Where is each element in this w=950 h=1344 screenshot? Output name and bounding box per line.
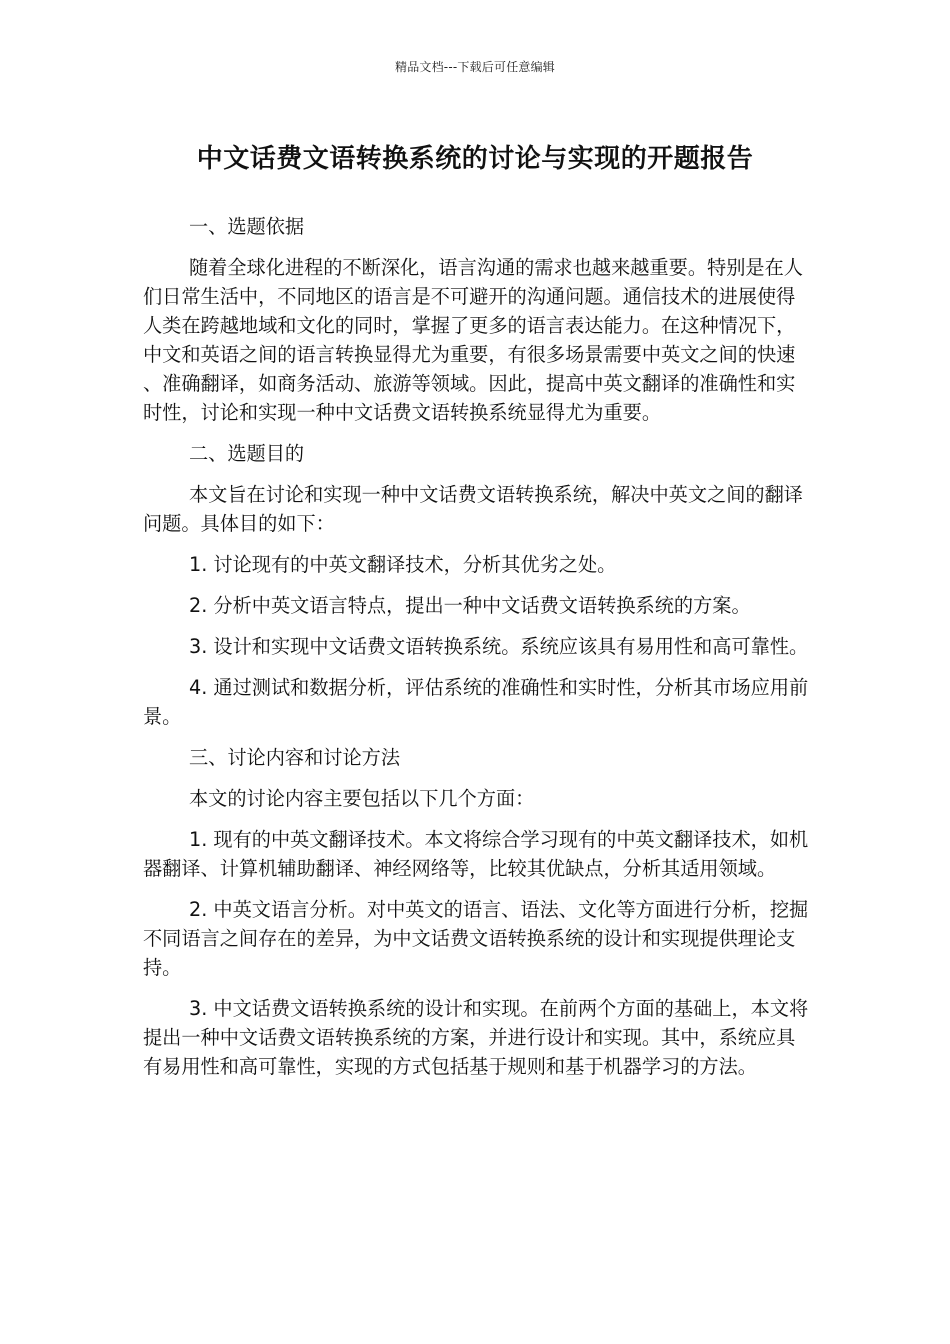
content-item-2: 2. 中英文语言分析。对中英文的语言、语法、文化等方面进行分析，挖掘不同语言之间存在的差异，为中文话费文语转换系统的设计和实现提供理论支持。: [143, 898, 809, 979]
purpose-item-2: 2. 分析中英文语言特点，提出一种中文话费文语转换系统的方案。: [189, 594, 751, 617]
purpose-item-4: 4. 通过测试和数据分析，评估系统的准确性和实时性，分析其市场应用前景。: [143, 676, 809, 728]
section-heading-basis: 一、选题依据: [189, 215, 305, 238]
basis-paragraph: 随着全球化进程的不断深化，语言沟通的需求也越来越重要。特别是在人们日常生活中，不同地区的语言是不可避开的沟通问题。通信技术的进展使得人类在跨越地域和文化的同时，掌握了更多的语言表达能力。在这种情况下，中文和英语之间的语言转换显得尤为重要，有很多场景需要中英文之间的快速、准确翻译，如商务活动、旅游等领域。因此，提高中英文翻译的准确性和实时性，讨论和实现一种中文话费文语转换系统显得尤为重要。: [143, 256, 803, 424]
section-heading-purpose: 二、选题目的: [189, 442, 305, 465]
section-heading-content-method: 三、讨论内容和讨论方法: [189, 746, 401, 769]
purpose-intro: 本文旨在讨论和实现一种中文话费文语转换系统，解决中英文之间的翻译问题。具体目的如下：: [143, 483, 803, 535]
purpose-item-3: 3. 设计和实现中文话费文语转换系统。系统应该具有易用性和高可靠性。: [189, 635, 809, 658]
purpose-item-1: 1. 讨论现有的中英文翻译技术，分析其优劣之处。: [189, 553, 617, 576]
header-note: 精品文档---下载后可任意编辑: [395, 60, 555, 74]
content-item-1: 1. 现有的中英文翻译技术。本文将综合学习现有的中英文翻译技术，如机器翻译、计算机辅助翻译、神经网络等，比较其优缺点，分析其适用领域。: [143, 828, 809, 880]
content-item-3: 3. 中文话费文语转换系统的设计和实现。在前两个方面的基础上，本文将提出一种中文话费文语转换系统的方案，并进行设计和实现。其中，系统应具有易用性和高可靠性，实现的方式包括基于规则和基于机器学习的方法。: [143, 997, 809, 1078]
content-intro: 本文的讨论内容主要包括以下几个方面：: [189, 787, 535, 810]
document-title: 中文话费文语转换系统的讨论与实现的开题报告: [196, 144, 754, 174]
document-body: [143, 212, 811, 1093]
